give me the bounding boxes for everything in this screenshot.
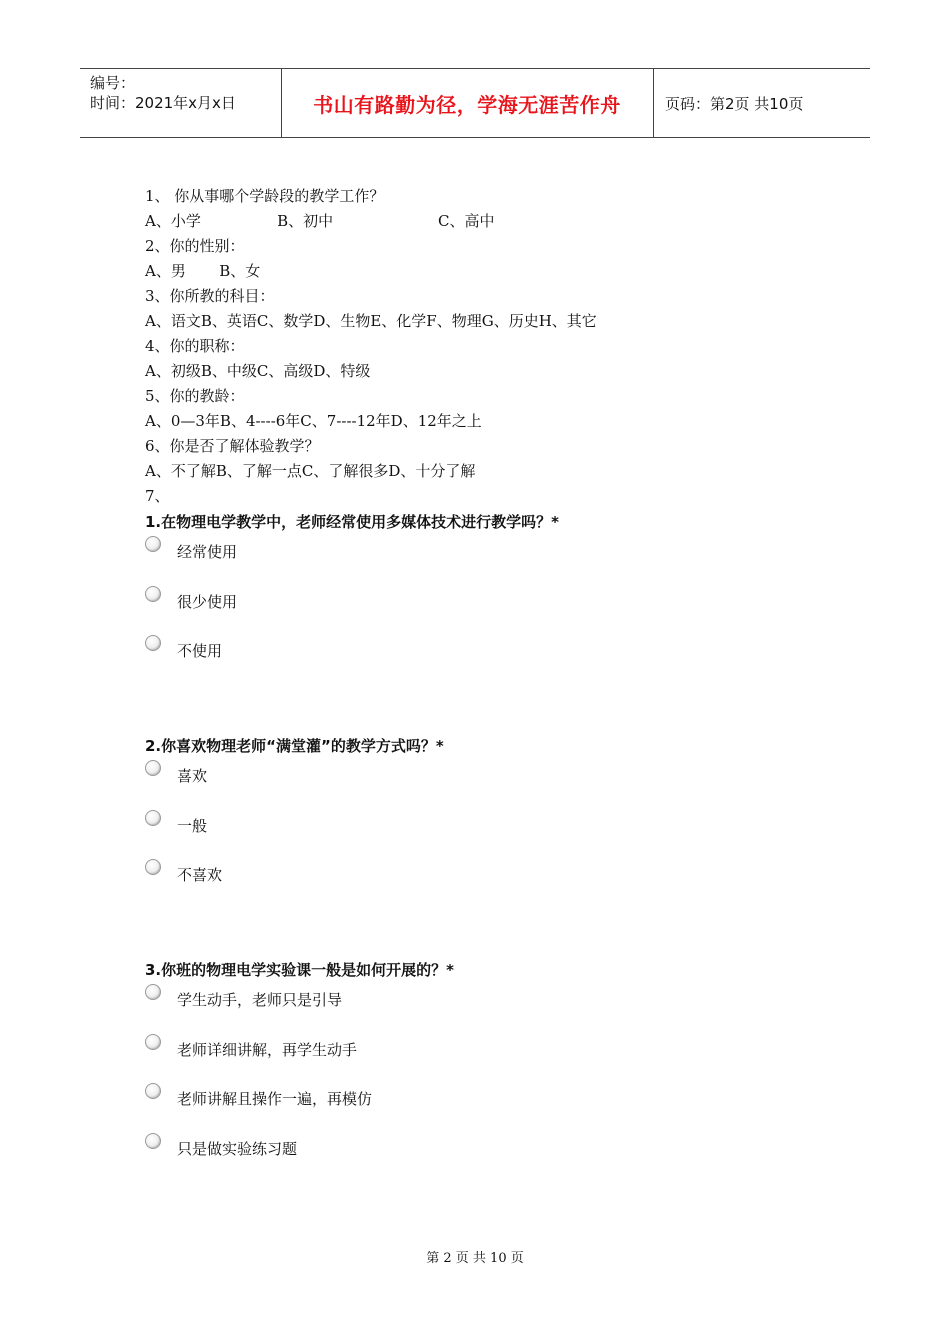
radio-button-icon[interactable] [145, 760, 161, 776]
page-footer: 第 2 页 共 10 页 [426, 1251, 524, 1266]
intro-line: 7、 [145, 487, 170, 505]
question-title: 1.在物理电学教学中，老师经常使用多媒体技术进行教学吗？* [145, 513, 559, 531]
option-label: 不喜欢 [177, 866, 223, 884]
intro-line: 5、你的教龄： [145, 387, 245, 405]
option-label: 老师详细讲解，再学生动手 [177, 1041, 358, 1059]
radio-button-icon[interactable] [145, 586, 161, 602]
intro-line: A、小学 B、初中 C、高中 [145, 212, 495, 230]
option-label: 很少使用 [177, 593, 238, 611]
intro-line: 4、你的职称： [145, 337, 245, 355]
page-header [80, 68, 870, 138]
question-title: 3.你班的物理电学实验课一般是如何开展的？* [145, 961, 454, 979]
option-label: 喜欢 [177, 767, 208, 785]
date-label: 时间：2021年x月x日 [90, 94, 236, 112]
radio-button-icon[interactable] [145, 635, 161, 651]
intro-line: 2、你的性别： [145, 237, 245, 255]
option-label: 只是做实验练习题 [177, 1140, 298, 1158]
radio-button-icon[interactable] [145, 1034, 161, 1050]
number-label: 编号： [90, 74, 136, 92]
option-label: 经常使用 [177, 543, 238, 561]
header-divider [653, 69, 654, 137]
radio-button-icon[interactable] [145, 984, 161, 1000]
option-label: 学生动手，老师只是引导 [177, 991, 343, 1009]
header-page-info: 页码：第2页 共10页 [665, 95, 804, 113]
option-label: 一般 [177, 817, 208, 835]
intro-line: A、不了解B、了解一点C、了解很多D、十分了解 [145, 462, 476, 480]
radio-button-icon[interactable] [145, 810, 161, 826]
intro-line: A、男 B、女 [145, 262, 261, 280]
radio-button-icon[interactable] [145, 1083, 161, 1099]
radio-button-icon[interactable] [145, 1133, 161, 1149]
question-title: 2.你喜欢物理老师“满堂灌”的教学方式吗？* [145, 737, 444, 755]
header-motto: 书山有路勤为径，学海无涯苦作舟 [313, 92, 621, 117]
intro-line: A、初级B、中级C、高级D、特级 [145, 362, 371, 380]
intro-line: 3、你所教的科目： [145, 287, 275, 305]
header-meta [90, 73, 236, 113]
intro-line: A、语文B、英语C、数学D、生物E、化学F、物理G、历史H、其它 [145, 312, 597, 330]
intro-line: A、0—3年B、4----6年C、7----12年D、12年之上 [145, 412, 482, 430]
intro-line: 1、 你从事哪个学龄段的教学工作？ [145, 187, 385, 205]
radio-button-icon[interactable] [145, 536, 161, 552]
radio-button-icon[interactable] [145, 859, 161, 875]
option-label: 老师讲解且操作一遍，再模仿 [177, 1090, 373, 1108]
intro-line: 6、你是否了解体验教学？ [145, 437, 320, 455]
option-label: 不使用 [177, 642, 223, 660]
